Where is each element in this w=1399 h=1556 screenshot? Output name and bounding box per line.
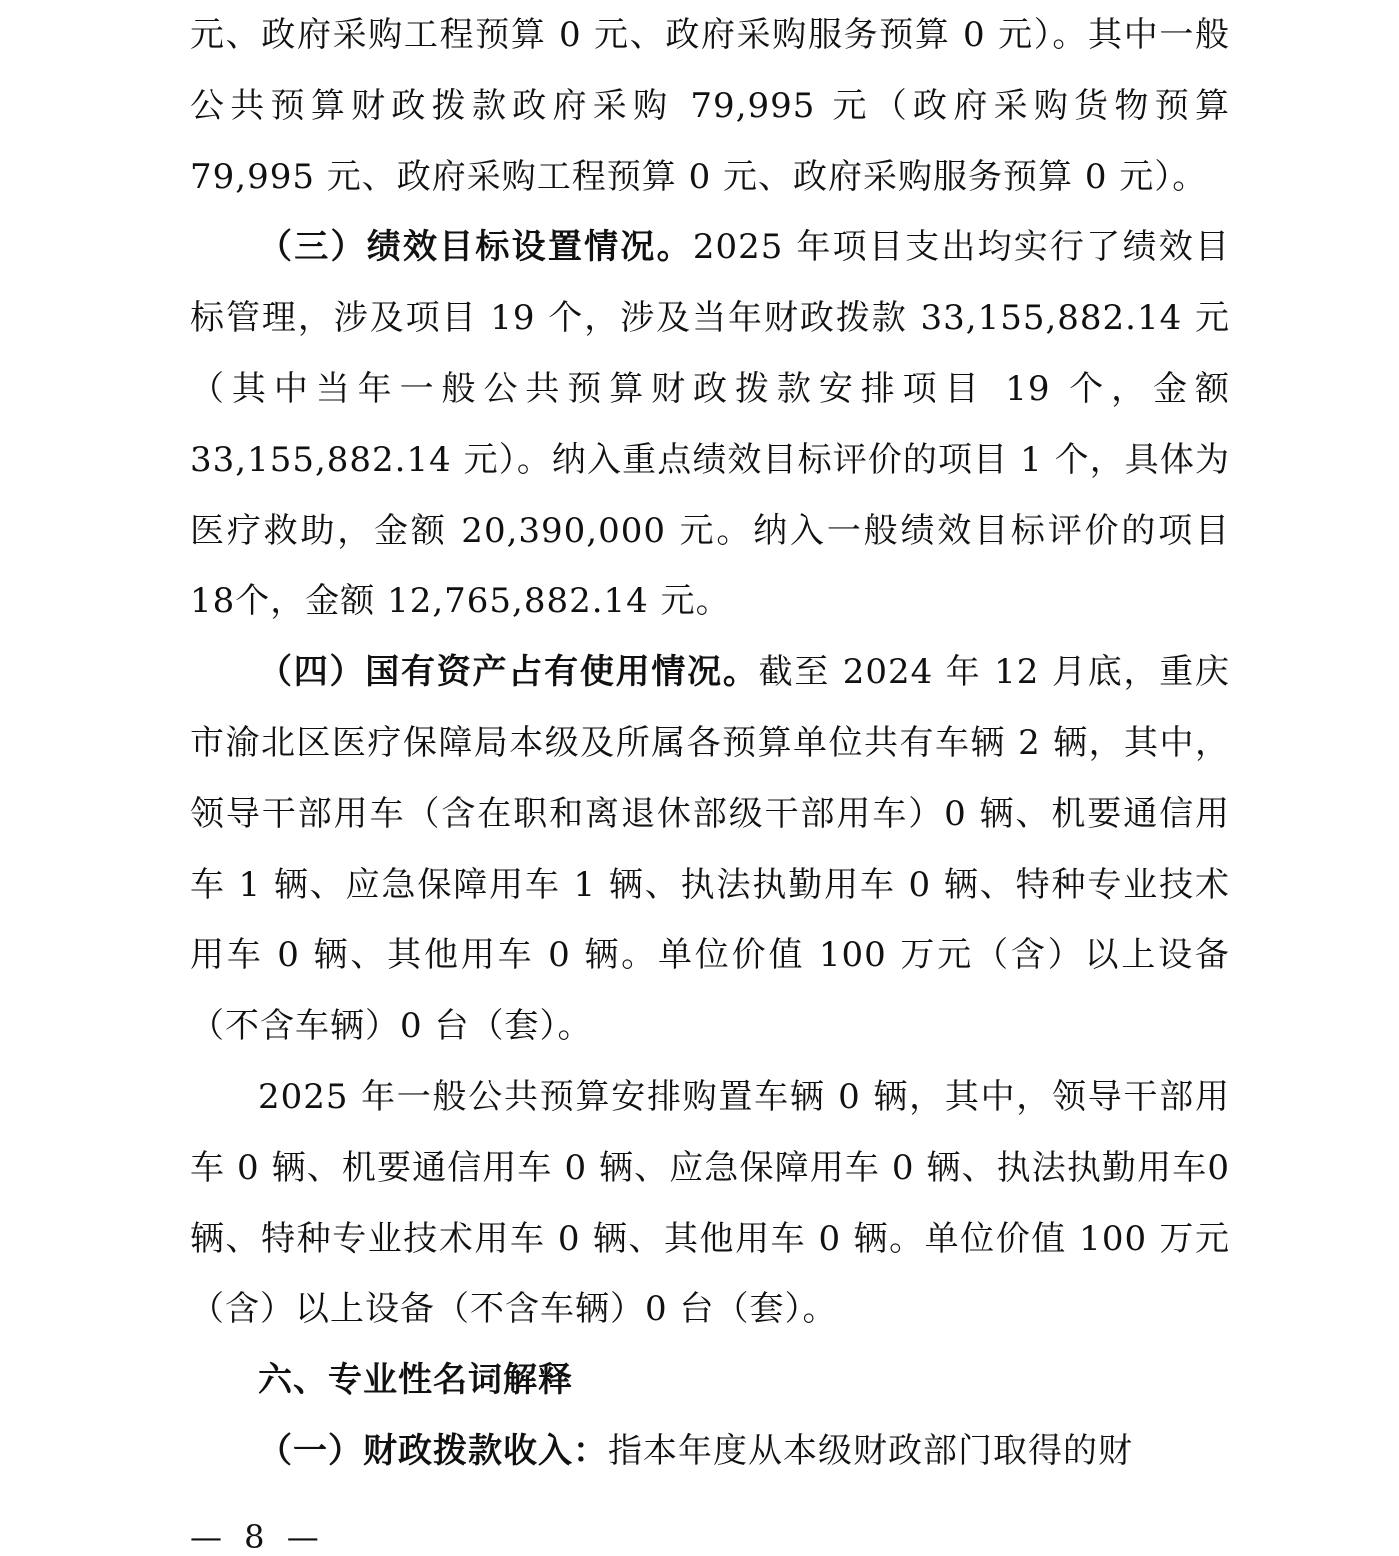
paragraph-lead: （四）国有资产占有使用情况。	[258, 652, 759, 693]
paragraph-fiscal-appropriation	[190, 1416, 1230, 1487]
paragraph-text: 2025 年一般公共预算安排购置车辆 0 辆，其中，领导干部用车 0 辆、机要通信用车 0 辆、应急保障用车 0 辆、执法执勤用车0 辆、特种专业技术用车 0 辆、其他用车 0 辆。单位价值 100 万元（含）以上设备（不含车辆）0 台（套）。	[190, 1076, 1230, 1330]
paragraph-lead: （一）财政拨款收入：	[258, 1430, 608, 1471]
paragraph-text: 2025 年项目支出均实行了绩效目标管理，涉及项目 19 个，涉及当年财政拨款 33,155,882.14 元（其中当年一般公共预算财政拨款安排项目 19 个，金额33,155,882.14 元）。纳入重点绩效目标评价的项目 1 个，具体为医疗救助，金额 20,390,000 元。纳入一般绩效目标评价的项目 18个，金额 12,765,882.14 元。	[190, 227, 1230, 622]
paragraph-procurement-continued	[190, 0, 1230, 212]
section-heading: 六、专业性名词解释	[258, 1360, 573, 1401]
document-page	[190, 0, 1230, 1487]
paragraph-vehicle-purchase	[190, 1062, 1230, 1345]
paragraph-text: 元、政府采购工程预算 0 元、政府采购服务预算 0 元）。其中一般公共预算财政拨款政府采购 79,995 元（政府采购货物预算79,995 元、政府采购工程预算 0 元、政府采购服务预算 0 元）。	[190, 15, 1230, 197]
paragraph-lead: （三）绩效目标设置情况。	[258, 227, 693, 268]
paragraph-text: 指本年度从本级财政部门取得的财	[608, 1430, 1133, 1471]
paragraph-text: 截至 2024 年 12 月底，重庆市渝北区医疗保障局本级及所属各预算单位共有车辆 2 辆，其中，领导干部用车（含在职和离退休部级干部用车）0 辆、机要通信用车 1 辆、应急保障用车 1 辆、执法执勤用车 0 辆、特种专业技术用车 0 辆、其他用车 0 辆。单位价值 100 万元（含）以上设备（不含车辆）0 台（套）。	[190, 652, 1230, 1047]
page-number: — 8 —	[190, 1518, 325, 1556]
paragraph-performance-targets	[190, 212, 1230, 637]
paragraph-state-assets	[190, 637, 1230, 1062]
